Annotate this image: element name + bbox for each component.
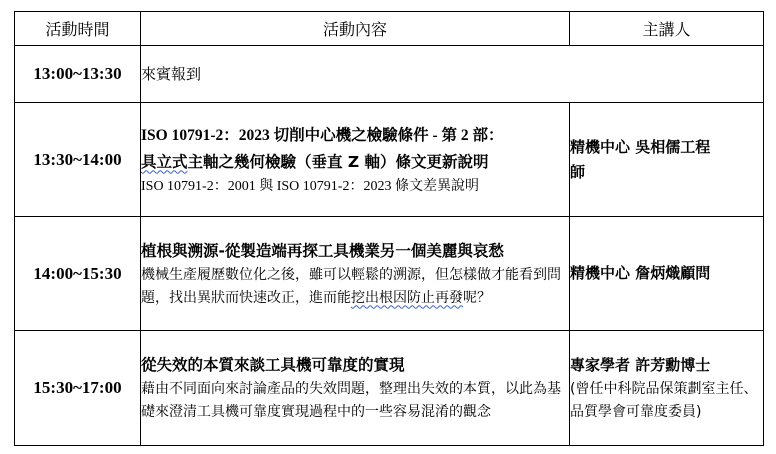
content-cell [141, 331, 570, 446]
session-title [141, 122, 569, 175]
agenda-table [14, 11, 764, 446]
content-cell [141, 103, 570, 217]
session-description [141, 264, 569, 310]
time-cell: 14:00~15:30 [15, 217, 141, 331]
table-row [15, 103, 764, 217]
speaker-cell [570, 103, 764, 217]
speaker-name: 專家學者 許芳勳博士 [570, 355, 711, 374]
table-row [15, 217, 764, 331]
session-description: 藉由不同面向來討論產品的失效問題，整理出失效的本質，以此為基礎來澄清工具機可靠度實現過程中的一些容易混淆的觀念 [141, 381, 561, 420]
time-cell: 13:00~13:30 [15, 46, 141, 103]
speaker-cell [570, 331, 764, 446]
registration-text: 來賓報到 [141, 65, 202, 83]
spellcheck-mark: 具立式 [141, 152, 188, 171]
table-row [15, 46, 764, 103]
session-title: 從失效的本質來談工具機可靠度的實現 [141, 356, 405, 374]
spellcheck-mark: 挖出根因防止再發 [351, 289, 463, 306]
header-content: 活動內容 [141, 12, 570, 46]
table-row [15, 331, 764, 446]
session-title-line2: 主軸之幾何檢驗（垂直 Z 軸）條文更新說明 [187, 152, 489, 171]
session-title-line1: ISO 10791-2：2023 切削中心機之檢驗條件 - 第 2 部： [141, 126, 504, 144]
session-title: 植根與溯源-從製造端再探工具機業另一個美麗與哀愁 [141, 241, 504, 260]
speaker-name-cont: 師 [570, 162, 586, 181]
header-speaker: 主講人 [570, 12, 764, 46]
description-text: 機械生產履歷數位化之後，雖可以輕鬆的溯源，但怎樣做才能看到問題，找出異狀而快速改正，進而能 [141, 266, 561, 306]
speaker-cell [570, 217, 764, 331]
description-text-end: 呢？ [463, 289, 491, 306]
speaker-name: 精機中心 吳相儒工程 [570, 137, 711, 156]
header-row [15, 12, 764, 46]
speaker-note: (曾任中科院品保策劃室主任、品質學會可靠度委員) [570, 380, 758, 420]
time-cell: 15:30~17:00 [15, 331, 141, 446]
session-description: ISO 10791-2：2001 與 ISO 10791-2：2023 條文差異說明 [141, 178, 479, 194]
time-cell: 13:30~14:00 [15, 103, 141, 217]
content-cell [141, 217, 570, 331]
content-cell [141, 46, 764, 103]
header-time: 活動時間 [15, 12, 141, 46]
speaker-name: 精機中心 詹炳熾顧問 [570, 264, 711, 282]
